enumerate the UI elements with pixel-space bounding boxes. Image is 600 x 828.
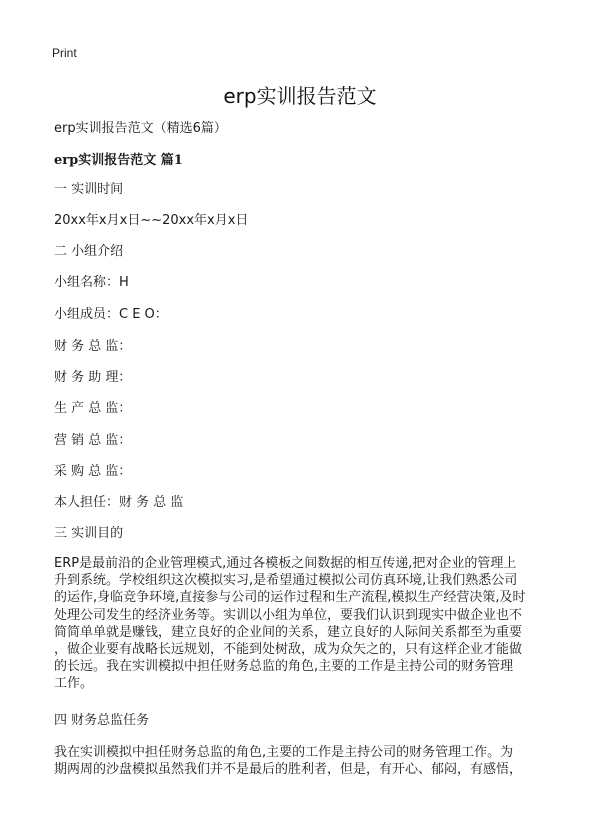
heading-group-intro: 二 小组介绍: [54, 244, 124, 259]
role-marketing-director: 营 销 总 监：: [54, 433, 132, 448]
group-name: 小组名称：H: [54, 275, 129, 290]
purpose-paragraph: [54, 555, 554, 693]
paragraph-line: 处理公司发生的经济业务等。实训以小组为单位，要我们认识到现实中做企业也不: [54, 607, 523, 623]
my-role: 本人担任：财 务 总 监: [54, 495, 184, 510]
paragraph-line: 工作。: [54, 676, 94, 692]
paragraph-line: 升到系统。学校组织这次模拟实习,是希望通过模拟公司仿真环境,让我们熟悉公司: [54, 573, 518, 589]
paragraph-line: 期两周的沙盘模拟虽然我们并不是最后的胜利者，但是，有开心、郁闷，有感悟，: [54, 762, 523, 778]
section-heading: erp实训报告范文 篇1: [54, 153, 183, 168]
paragraph-line: ERP是最前沿的企业管理模式,通过各模板之间数据的相互传递,把对企业的管理上: [54, 556, 517, 571]
paragraph-line: 我在实训模拟中担任财务总监的角色,主要的工作是主持公司的财务管理工作。为: [54, 745, 514, 760]
paragraph-line: 简简单单就是赚钱，建立良好的企业间的关系，建立良好的人际间关系都至为重要: [54, 624, 523, 640]
document-subtitle: erp实训报告范文（精选6篇）: [54, 121, 227, 136]
print-link[interactable]: Print: [52, 46, 77, 60]
paragraph-line: 的长远。我在实训模拟中担任财务总监的角色,主要的工作是主持公司的财务管理: [54, 659, 514, 675]
heading-training-purpose: 三 实训目的: [54, 526, 124, 541]
paragraph-line: ，做企业要有战略长远规划，不能到处树敌，成为众矢之的，只有这样企业才能做: [54, 642, 523, 658]
document-title: erp实训报告范文: [223, 84, 377, 108]
group-members-ceo: 小组成员：C E O：: [54, 307, 168, 322]
heading-training-time: 一 实训时间: [54, 182, 124, 197]
role-purchasing-director: 采 购 总 监：: [54, 464, 132, 479]
role-finance-director: 财 务 总 监：: [54, 339, 132, 354]
heading-finance-director-tasks: 四 财务总监任务: [54, 713, 150, 728]
training-dates: 20xx年x月x日~~20xx年x月x日: [54, 213, 249, 228]
tasks-paragraph: [54, 744, 554, 778]
role-production-director: 生 产 总 监：: [54, 401, 132, 416]
paragraph-line: 的运作,身临竞争环境,直接参与公司的运作过程和生产流程,模拟生产经营决策,及时: [54, 590, 526, 606]
role-finance-assistant: 财 务 助 理：: [54, 370, 132, 385]
